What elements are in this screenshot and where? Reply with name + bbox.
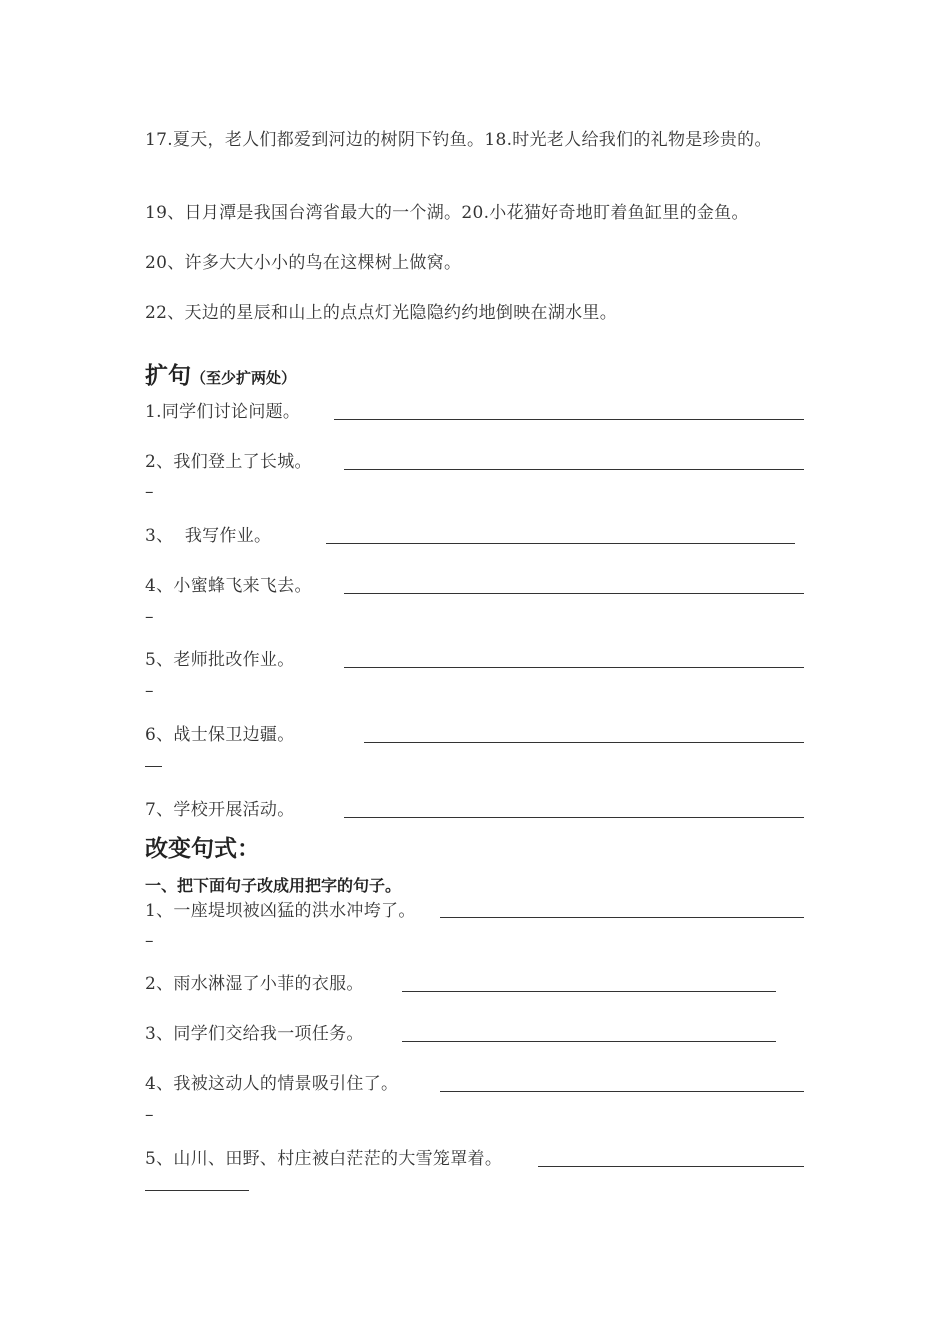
sentence-22: 22、天边的星辰和山上的点点灯光隐隐约约地倒映在湖水里。	[145, 303, 618, 323]
answer-line-change-4[interactable]	[440, 1091, 804, 1092]
change-section-1-heading: 一、把下面句子改成用把字的句子。	[145, 876, 402, 895]
expand-item-7: 7、学校开展活动。	[145, 800, 295, 820]
answer-line-expand-1[interactable]	[334, 419, 804, 420]
dash-mark: –	[145, 482, 154, 502]
answer-line-expand-2[interactable]	[344, 469, 804, 470]
dash-mark: –	[145, 931, 154, 951]
expand-title: 扩句	[145, 363, 191, 389]
sentence-20: 20、许多大大小小的鸟在这棵树上做窝。	[145, 253, 462, 273]
change-item-4: 4、我被这动人的情景吸引住了。	[145, 1074, 399, 1094]
answer-line-expand-7[interactable]	[344, 817, 804, 818]
dash-mark: –	[145, 1105, 154, 1125]
expand-heading	[145, 362, 296, 392]
change-item-2: 2、雨水淋湿了小菲的衣服。	[145, 974, 364, 994]
dash-mark: –	[145, 681, 154, 701]
answer-line-expand-5[interactable]	[344, 667, 804, 668]
answer-line-change-3[interactable]	[402, 1041, 776, 1042]
expand-item-3: 3、 我写作业。	[145, 526, 272, 546]
answer-line-continuation	[145, 1190, 249, 1191]
expand-item-6: 6、战士保卫边疆。	[145, 725, 295, 745]
expand-item-2: 2、我们登上了长城。	[145, 452, 312, 472]
sentence-17-18: 17.夏天，老人们都爱到河边的树阴下钓鱼。18.时光老人给我们的礼物是珍贵的。	[145, 130, 772, 150]
answer-line-expand-4[interactable]	[344, 593, 804, 594]
change-item-5: 5、山川、田野、村庄被白茫茫的大雪笼罩着。	[145, 1149, 503, 1169]
answer-line-expand-6[interactable]	[364, 742, 804, 743]
answer-line-expand-3[interactable]	[326, 543, 795, 544]
expand-item-5: 5、老师批改作业。	[145, 650, 295, 670]
expand-subtitle: （至少扩两处）	[191, 369, 297, 387]
expand-item-1: 1.同学们讨论问题。	[145, 402, 301, 422]
expand-item-4: 4、小蜜蜂飞来飞去。	[145, 576, 312, 596]
answer-line-continuation	[145, 766, 162, 767]
change-heading: 改变句式：	[145, 836, 260, 862]
answer-line-change-5[interactable]	[538, 1166, 804, 1167]
change-item-3: 3、同学们交给我一项任务。	[145, 1024, 364, 1044]
sentence-19-20: 19、日月潭是我国台湾省最大的一个湖。20.小花猫好奇地盯着鱼缸里的金鱼。	[145, 203, 749, 223]
change-item-1: 1、一座堤坝被凶猛的洪水冲垮了。	[145, 901, 416, 921]
dash-mark: –	[145, 607, 154, 627]
answer-line-change-2[interactable]	[402, 991, 776, 992]
answer-line-change-1[interactable]	[440, 917, 804, 918]
